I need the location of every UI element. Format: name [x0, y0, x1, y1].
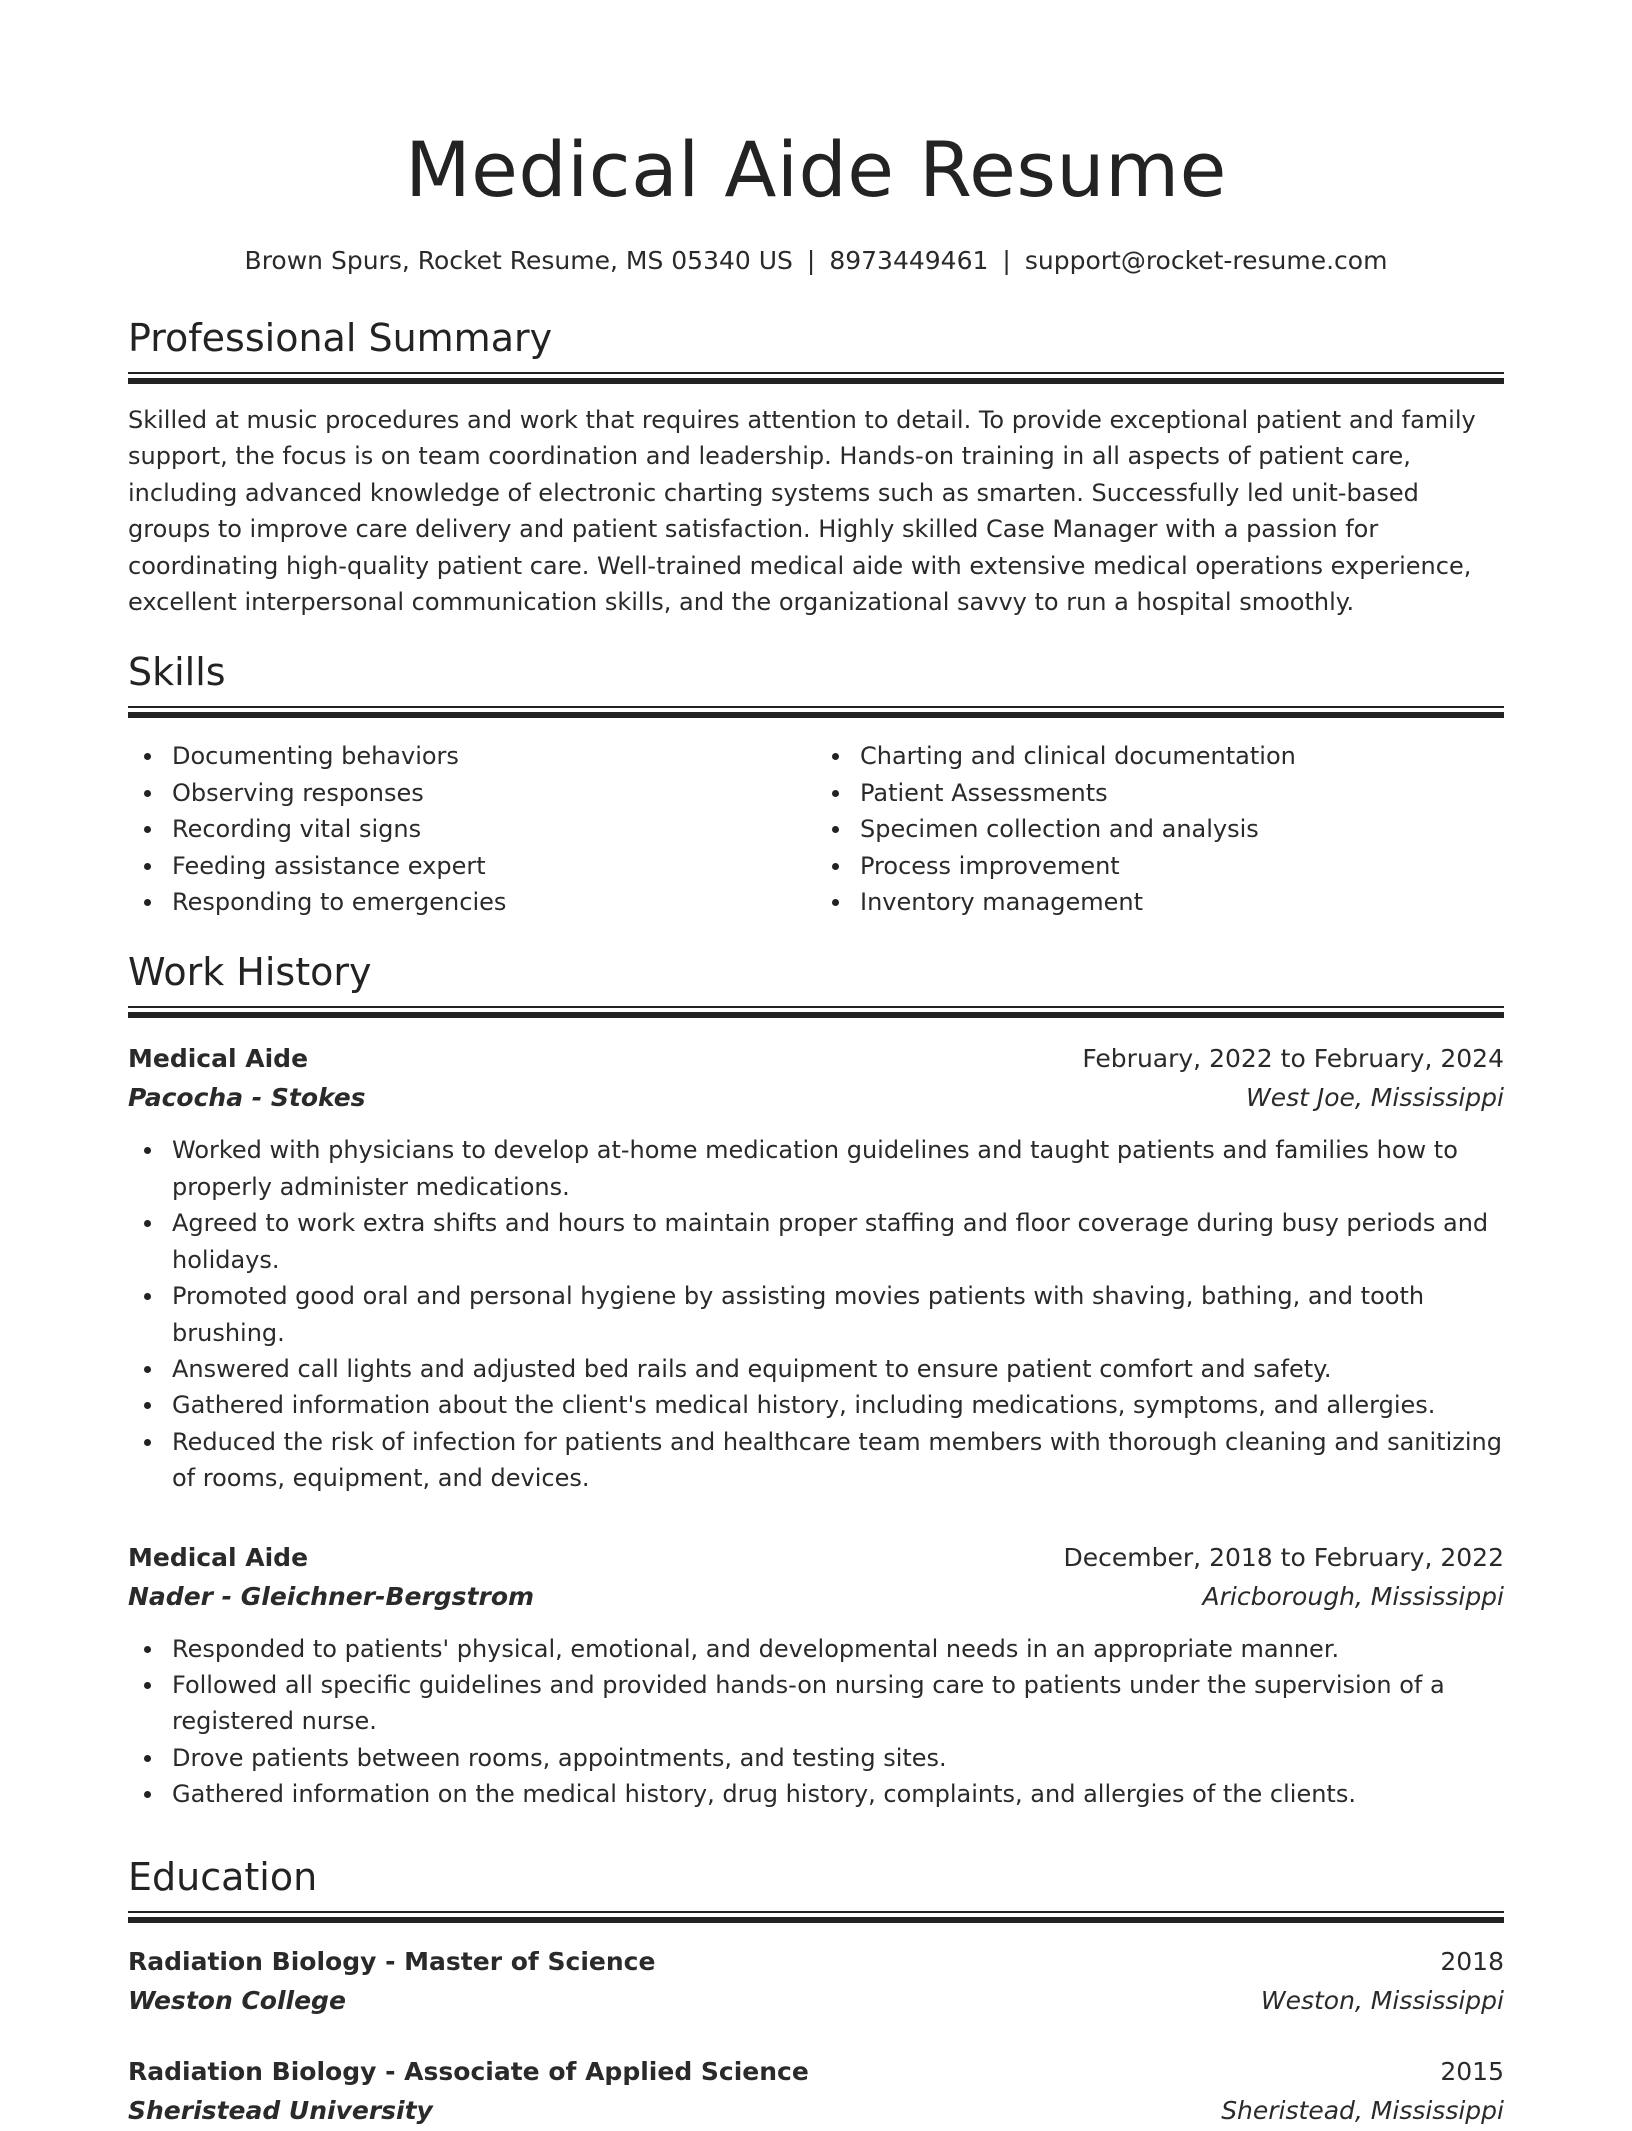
education-location: Sheristead, Mississippi: [1221, 2095, 1504, 2125]
education-school: Sheristead University: [128, 2095, 433, 2125]
job-duty: Responded to patients' physical, emotional, and developmental needs in an appropriate manner.: [172, 1631, 1504, 1667]
job-duties-list: [128, 1132, 1504, 1496]
skill-item: Patient Assessments: [860, 775, 1504, 811]
job-dates: February, 2022 to February, 2024: [1082, 1044, 1504, 1074]
job-duty: Answered call lights and adjusted bed rails and equipment to ensure patient comfort and safety.: [172, 1351, 1504, 1387]
education-year: 2018: [1440, 1946, 1504, 1976]
contact-line: [128, 244, 1504, 278]
resume-title: Medical Aide Resume: [405, 125, 1227, 214]
job-company: Pacocha - Stokes: [128, 1083, 366, 1113]
job-duty: Followed all specific guidelines and provided hands-on nursing care to patients under the supervision of a registered nurse.: [172, 1667, 1504, 1740]
contact-email: support@rocket-resume.com: [1024, 246, 1388, 275]
section-divider: [128, 1006, 1504, 1018]
education-school-row: [128, 1981, 1504, 2021]
section-heading-education: Education: [128, 1854, 318, 1899]
job-duty: Agreed to work extra shifts and hours to maintain proper staffing and floor coverage during busy periods and holidays.: [172, 1205, 1504, 1278]
contact-separator: |: [806, 246, 816, 275]
skill-item: Process improvement: [860, 848, 1504, 884]
job-duties-list: [128, 1631, 1504, 1813]
job-title: Medical Aide: [128, 1542, 309, 1572]
section-heading-skills: Skills: [128, 650, 226, 695]
contact-separator: |: [1002, 246, 1011, 275]
job-header-row: [128, 1539, 1504, 1577]
job-employer-row: [128, 1577, 1504, 1617]
education-section: [128, 1853, 1504, 2131]
job-dates: December, 2018 to February, 2022: [1063, 1542, 1504, 1572]
education-year: 2015: [1440, 2056, 1504, 2086]
job-entry: [128, 1539, 1504, 1813]
job-company: Nader - Gleichner-Bergstrom: [128, 1581, 535, 1611]
skills-column-left: [128, 738, 816, 920]
job-location: Aricborough, Mississippi: [1202, 1581, 1504, 1611]
job-duty: Reduced the risk of infection for patients and healthcare team members with thorough cleaning and sanitizing of rooms, equipment, and devices.: [172, 1424, 1504, 1497]
summary-text: Skilled at music procedures and work that requires attention to detail. To provide exceptional patient and family support, the focus is on team coordination and leadership. Hands-on training in all aspects of patient care, including advanced knowledge of electronic charting systems such as smarten. Successfully led unit-based groups to improve care delivery and patient satisfaction. Highly skilled Case Manager with a passion for coordinating high-quality patient care. Well-trained medical aide with extensive medical operations experience, excellent interpersonal communication skills, and the organizational savvy to run a hospital smoothly.: [128, 406, 1476, 617]
job-location: West Joe, Mississippi: [1245, 1083, 1504, 1113]
section-heading-work: Work History: [128, 950, 372, 995]
skill-item: Observing responses: [172, 775, 816, 811]
skills-grid: [128, 738, 1504, 920]
education-entry: [128, 2053, 1504, 2131]
professional-summary-section: [128, 314, 1504, 620]
section-divider: [128, 1911, 1504, 1923]
education-degree-row: [128, 1943, 1504, 1981]
education-entry: [128, 1943, 1504, 2021]
job-duty: Gathered information about the client's medical history, including medications, symptoms, and allergies.: [172, 1387, 1504, 1423]
section-divider: [128, 372, 1504, 384]
job-title: Medical Aide: [128, 1044, 309, 1074]
work-history-section: [128, 948, 1504, 1812]
section-divider: [128, 706, 1504, 718]
skill-item: Inventory management: [860, 884, 1504, 920]
job-employer-row: [128, 1078, 1504, 1118]
skill-item: Responding to emergencies: [172, 884, 816, 920]
education-degree: Radiation Biology - Associate of Applied Science: [128, 2056, 809, 2086]
job-header-row: [128, 1040, 1504, 1078]
education-degree: Radiation Biology - Master of Science: [128, 1946, 656, 1976]
education-school: Weston College: [128, 1985, 346, 2015]
job-duty: Promoted good oral and personal hygiene by assisting movies patients with shaving, bathing, and tooth brushing.: [172, 1278, 1504, 1351]
skills-column-right: [816, 738, 1504, 920]
skill-item: Feeding assistance expert: [172, 848, 816, 884]
contact-phone: 8973449461: [829, 246, 989, 275]
contact-address: Brown Spurs, Rocket Resume, MS 05340 US: [244, 246, 793, 275]
education-school-row: [128, 2091, 1504, 2131]
education-degree-row: [128, 2053, 1504, 2091]
skill-item: Recording vital signs: [172, 811, 816, 847]
job-duty: Gathered information on the medical history, drug history, complaints, and allergies of the clients.: [172, 1776, 1504, 1812]
skill-item: Specimen collection and analysis: [860, 811, 1504, 847]
job-entry: [128, 1040, 1504, 1496]
job-duty: Drove patients between rooms, appointments, and testing sites.: [172, 1740, 1504, 1776]
education-location: Weston, Mississippi: [1260, 1985, 1504, 2015]
resume-page: [128, 0, 1504, 2131]
job-duty: Worked with physicians to develop at-home medication guidelines and taught patients and families how to properly administer medications.: [172, 1132, 1504, 1205]
skill-item: Documenting behaviors: [172, 738, 816, 774]
skill-item: Charting and clinical documentation: [860, 738, 1504, 774]
section-heading-summary: Professional Summary: [128, 316, 553, 360]
skills-section: [128, 648, 1504, 920]
